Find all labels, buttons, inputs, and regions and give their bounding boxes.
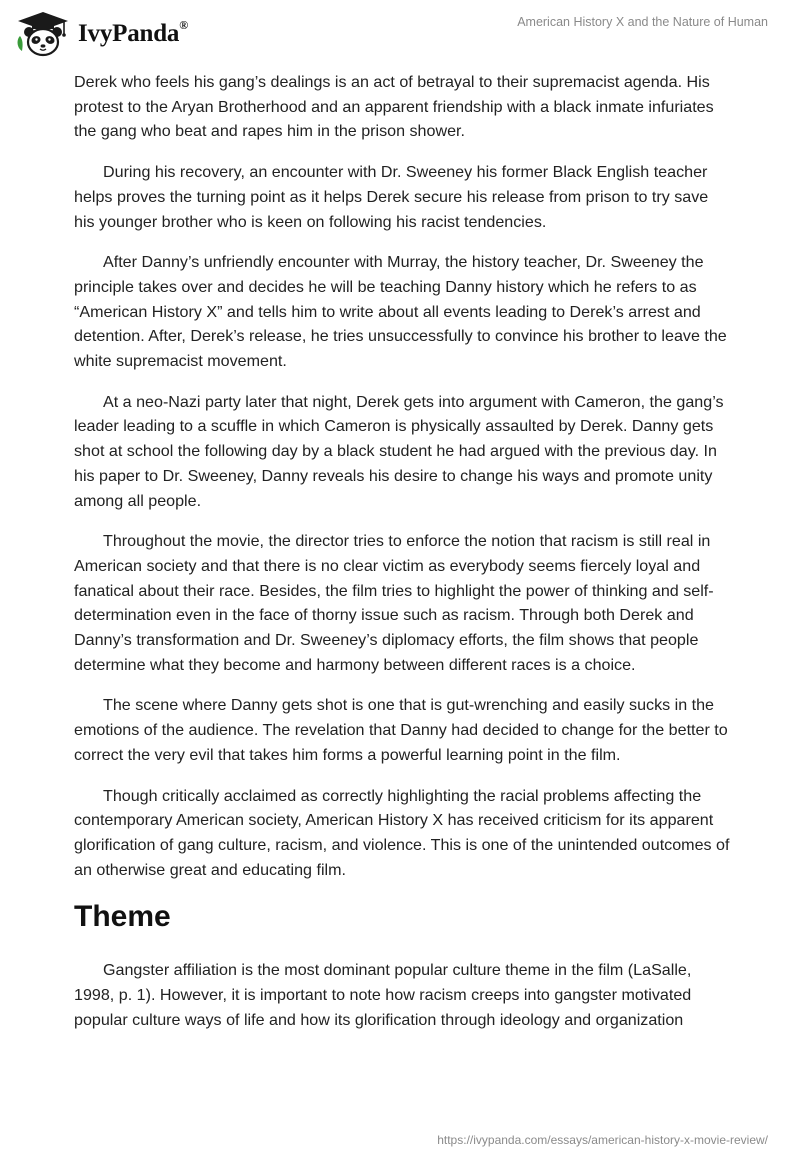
section-heading-theme: Theme [74, 900, 171, 934]
paragraph: During his recovery, an encounter with Dr. Sweeney his former Black English teacher helps proves the turning point as it helps Derek secure his release from prison to try save his younger brother who is keen on following his racist tendencies. [74, 163, 709, 231]
brand-name: IvyPanda® [78, 18, 188, 47]
paragraph: Derek who feels his gang’s dealings is an act of betrayal to their supremacist agenda. His protest to the Aryan Brotherhood and an apparent friendship with a black inmate infuriates the gang who beat and rapes him in the prison shower. [74, 73, 714, 141]
brand-logo[interactable] [14, 10, 188, 58]
paragraph: The scene where Danny gets shot is one that is gut-wrenching and easily sucks in the emotions of the audience. The revelation that Danny had decided to change for the better to correct the very evil that takes him forms a powerful learning point in the film. [74, 696, 728, 764]
document-title: American History X and the Nature of Human [517, 15, 768, 29]
paragraph: Gangster affiliation is the most dominant popular culture theme in the film (LaSalle, 1998, p. 1). However, it is important to note how racism creeps into gangster motivated popular culture ways of life and how its glorification through ideology and organization [74, 961, 692, 1029]
registered-mark: ® [179, 18, 188, 32]
essay-body [74, 70, 730, 1049]
panda-graduate-icon [14, 10, 72, 58]
paragraph: At a neo-Nazi party later that night, Derek gets into argument with Cameron, the gang’s leader leading to a scuffle in which Cameron is physically assaulted by Derek. Danny gets shot at school the following day by a black student he had argued with the previous day. In his paper to Dr. Sweeney, Danny reveals his desire to change his ways and promote unity among all people. [74, 392, 724, 510]
page-header [0, 0, 800, 66]
paragraph: After Danny’s unfriendly encounter with Murray, the history teacher, Dr. Sweeney the principle takes over and decides he will be teaching Danny history which he refers to as “American History X” and tells him to write about all events leading to Derek’s arrest and detention. After, Derek’s release, he tries unsuccessfully to convince his brother to leave the white supremacist movement. [74, 253, 727, 371]
paragraph: Throughout the movie, the director tries to enforce the notion that racism is still real in American society and that there is no clear victim as everybody seems fiercely loyal and fanatical about their race. Besides, the film tries to highlight the power of thinking and self-determination even in the face of thorny issue such as racism. Through both Derek and Danny’s transformation and Dr. Sweeney’s diplomacy efforts, the film shows that people determine what they become and harmony between different races is a choice. [74, 532, 714, 674]
source-url[interactable]: https://ivypanda.com/essays/american-history-x-movie-review/ [437, 1133, 768, 1147]
paragraph: Though critically acclaimed as correctly highlighting the racial problems affecting the contemporary American society, American History X has received criticism for its apparent glorification of gang culture, racism, and violence. This is one of the unintended outcomes of an otherwise great and educating film. [74, 786, 730, 879]
